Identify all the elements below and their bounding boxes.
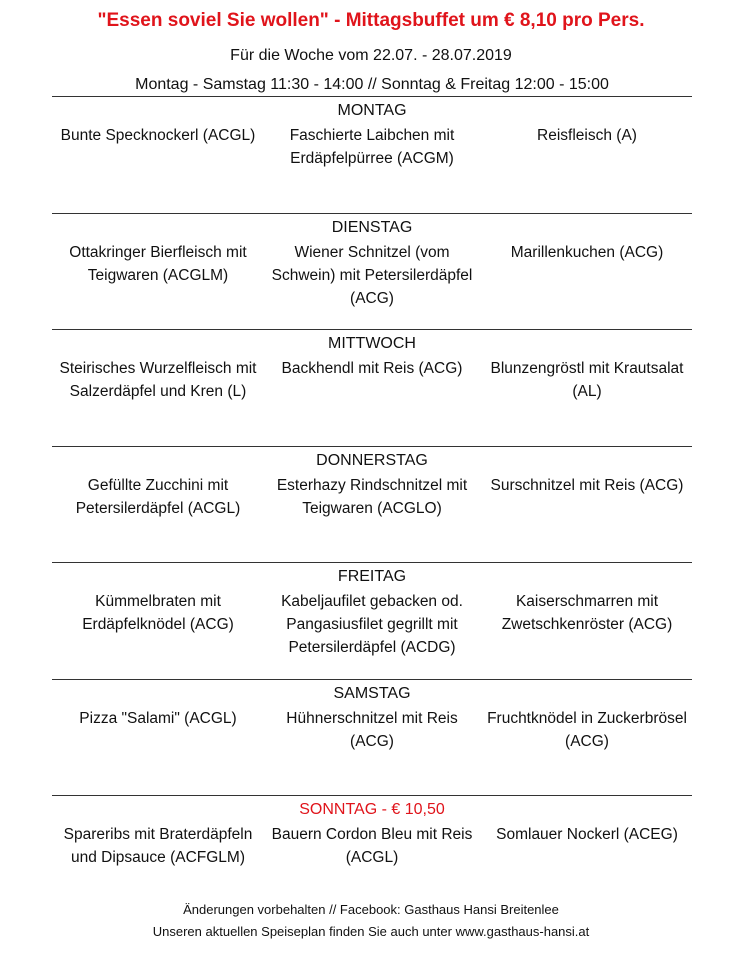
dish-line: (ACG) (350, 732, 394, 750)
footer-website-note: Unseren aktuellen Speiseplan finden Sie auch unter www.gasthaus-hansi.at (152, 924, 590, 939)
day-section (52, 795, 692, 911)
dish-item (58, 241, 258, 287)
dish-item (482, 707, 692, 753)
dish-line: Reisfleisch (A) (537, 127, 637, 144)
dish-line: Kaiserschmarren mit (515, 593, 659, 610)
dish-line: Esterhazy Rindschnitzel mit (276, 476, 468, 494)
day-name: FREITAG (337, 568, 407, 585)
dish-line: Kümmelbraten mit (95, 593, 221, 610)
day-name: MONTAG (337, 102, 407, 119)
dish-line: Somlauer Nockerl (ACEG) (496, 826, 678, 843)
dish-line: Hühnerschnitzel mit Reis (286, 709, 458, 727)
day-section (52, 96, 692, 212)
dish-item (58, 474, 258, 520)
dish-line: (ACG) (350, 289, 394, 307)
dish-line: Bunte Specknockerl (ACGL) (60, 127, 256, 144)
dish-line: Gefüllte Zucchini mit (87, 476, 229, 494)
dish-line: Blunzengröstl mit Krautsalat (490, 360, 684, 377)
dish-line: Surschnitzel mit Reis (ACG) (490, 476, 684, 494)
dish-line: Backhendl mit Reis (ACG) (281, 360, 463, 377)
dish-line: Pangasiusfilet gegrillt mit (286, 616, 458, 633)
dish-item (58, 357, 258, 403)
dish-line: Marillenkuchen (ACG) (510, 243, 664, 261)
dish-line: Petersilerdäpfel (ACGL) (75, 499, 241, 517)
dish-item (482, 124, 692, 147)
dish-line: Kabeljaufilet gebacken od. (281, 593, 463, 610)
dish-item (267, 474, 477, 520)
dish-line: Schwein) mit Petersilerdäpfel (271, 266, 473, 284)
day-section (52, 213, 692, 329)
dish-line: Fruchtknödel in Zuckerbrösel (487, 709, 687, 727)
dish-line: Salzerdäpfel und Kren (L) (69, 383, 247, 400)
dish-item (482, 241, 692, 264)
day-name: MITTWOCH (328, 335, 416, 352)
dish-line: Erdäpfelknödel (ACG) (82, 616, 234, 633)
dish-line: Erdäpfelpürree (ACGM) (290, 150, 454, 167)
day-name: DONNERSTAG (316, 451, 428, 469)
dish-item (267, 823, 477, 869)
dish-line: Teigwaren (ACGLM) (87, 266, 229, 284)
dish-item (482, 474, 692, 497)
dish-line: (AL) (572, 383, 602, 400)
day-name: SAMSTAG (333, 684, 411, 702)
dish-item (267, 241, 477, 310)
opening-hours: Montag - Samstag 11:30 - 14:00 // Sonntag & Freitag 12:00 - 15:00 (135, 76, 609, 93)
dish-item (58, 707, 258, 730)
day-name: SONNTAG - € 10,50 (299, 801, 445, 818)
dish-item (267, 124, 477, 170)
dish-line: Steirisches Wurzelfleisch mit (59, 360, 257, 377)
dish-line: Faschierte Laibchen mit (289, 127, 455, 144)
dish-line: Petersilerdäpfel (ACDG) (288, 639, 456, 656)
dish-item (482, 357, 692, 403)
day-name: DIENSTAG (331, 218, 413, 236)
dish-item (58, 124, 258, 147)
footer-notice: Änderungen vorbehalten // Facebook: Gasthaus Hansi Breitenlee (183, 902, 559, 917)
dish-line: Spareribs mit Braterdäpfeln (63, 826, 253, 843)
dish-line: (ACG) (565, 732, 609, 750)
day-section (52, 562, 692, 678)
dish-item (267, 590, 477, 659)
dish-line: Bauern Cordon Bleu mit Reis (271, 826, 473, 843)
dish-item (482, 590, 692, 636)
dish-line: und Dipsauce (ACFGLM) (70, 849, 245, 866)
day-section (52, 446, 692, 562)
dish-line: Zwetschkenröster (ACG) (501, 616, 673, 633)
dish-item (58, 590, 258, 636)
dish-item (482, 823, 692, 846)
day-section (52, 329, 692, 445)
dish-item (267, 357, 477, 380)
dish-item (267, 707, 477, 753)
buffet-headline: "Essen soviel Sie wollen" - Mittagsbuffet um € 8,10 pro Pers. (97, 10, 645, 31)
dish-line: Wiener Schnitzel (vom (294, 243, 450, 261)
dish-item (58, 823, 258, 869)
week-range: Für die Woche vom 22.07. - 28.07.2019 (230, 47, 512, 64)
dish-line: Ottakringer Bierfleisch mit (69, 243, 247, 261)
dish-line: (ACGL) (345, 849, 399, 866)
dish-line: Pizza "Salami" (ACGL) (79, 709, 237, 727)
dish-line: Teigwaren (ACGLO) (302, 499, 442, 517)
day-section (52, 679, 692, 795)
